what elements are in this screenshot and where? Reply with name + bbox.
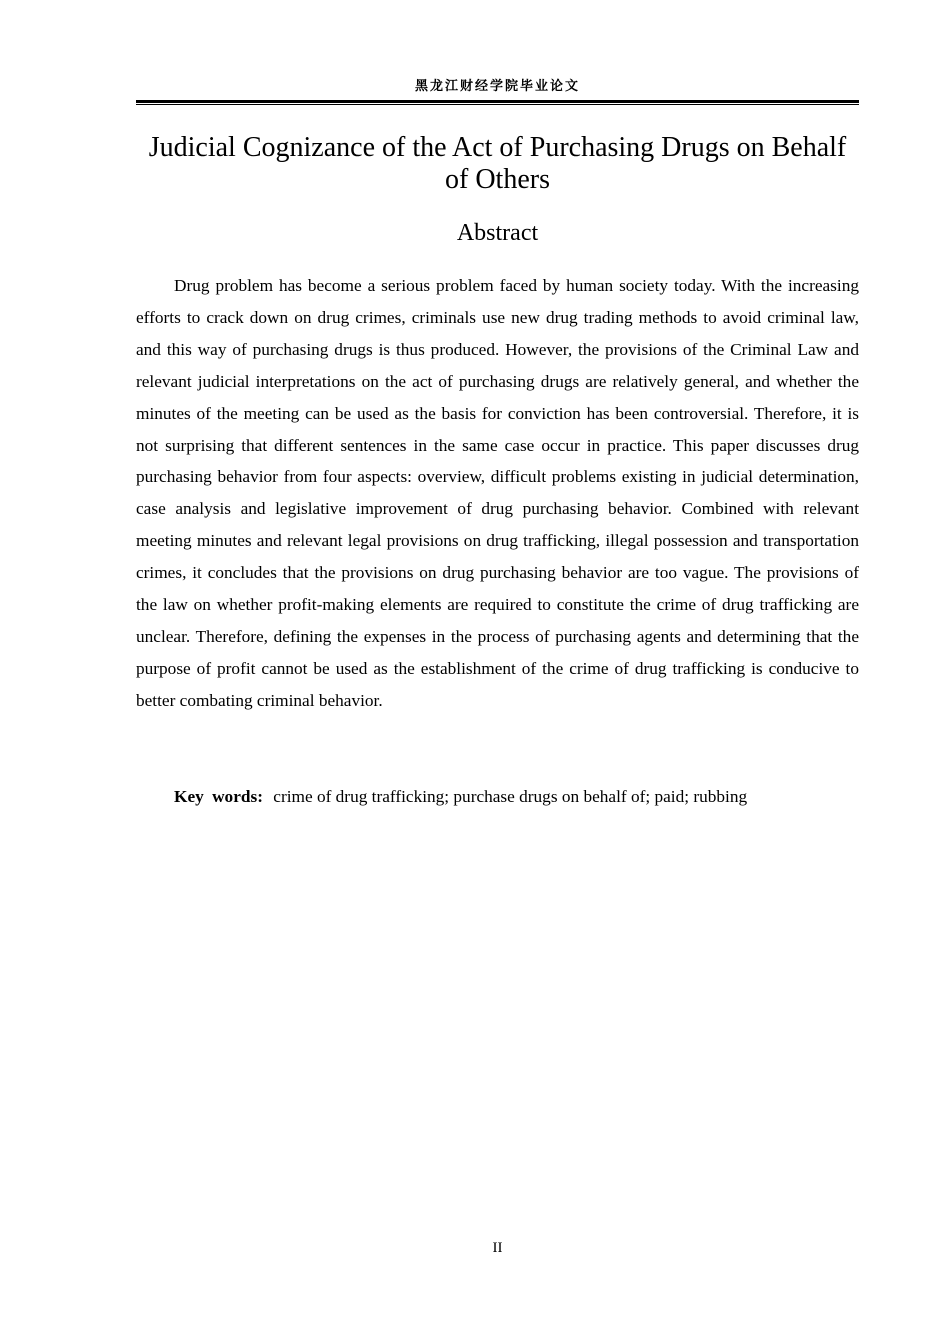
keywords-text: crime of drug trafficking; purchase drugs on behalf of; paid; rubbing — [273, 787, 748, 806]
abstract-body: Drug problem has become a serious problem faced by human society today. With the increasing efforts to crack down on drug crimes, criminals use new drug trading methods to avoid criminal law, and this way of purchasing drugs is thus produced. However, the provisions of the Criminal Law and relevant judicial interpretations on the act of purchasing drugs are relatively general, and whether the minutes of the meeting can be used as the basis for conviction has been controversial. Therefore, it is not surprising that different sentences in the same case occur in practice. This paper discusses drug purchasing behavior from four aspects: overview, difficult problems existing in judicial determination, case analysis and legislative improvement of drug purchasing behavior. Combined with relevant meeting minutes and relevant legal provisions on drug trafficking, illegal possession and transportation crimes, it concludes that the provisions on drug purchasing behavior are too vague. The provisions of the law on whether profit-making elements are required to constitute the crime of drug trafficking are unclear. Therefore, defining the expenses in the process of purchasing agents and determining that the purpose of profit cannot be used as the establishment of the crime of drug trafficking is conducive to better combating criminal behavior. — [136, 276, 859, 710]
page-number: II — [492, 1240, 503, 1256]
document-title: Judicial Cognizance of the Act of Purchasing Drugs on Behalf of Others — [148, 132, 847, 195]
header-rule-thick — [136, 100, 859, 103]
keywords-label: Key words: — [174, 787, 263, 806]
keywords-line — [174, 781, 859, 813]
header-rule-thin — [136, 104, 859, 105]
running-header: 黑龙江财经学院毕业论文 — [414, 79, 580, 94]
abstract-heading: Abstract — [456, 220, 539, 246]
